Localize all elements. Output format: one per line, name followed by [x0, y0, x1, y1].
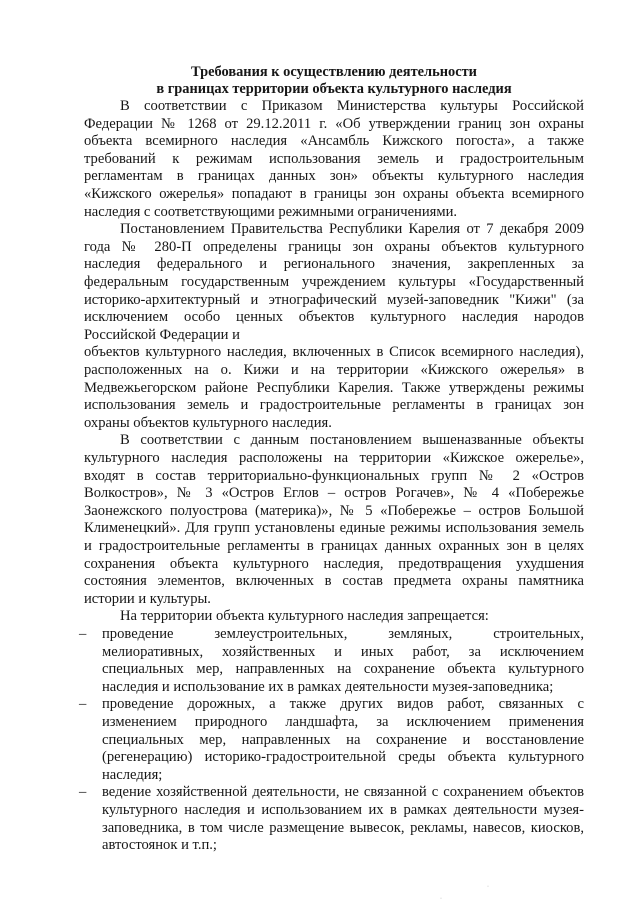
- list-item-line: наследия и использование их в рамках деятельности музея-заповедника;: [102, 678, 554, 695]
- paragraph-line: сохранения объекта культурного наследия, предотвращения ухудшения: [84, 555, 584, 572]
- paragraph-line: года № 280-П определены границы зон охраны объектов культурного: [84, 238, 584, 255]
- paragraph-line: Заонежского полуострова (материка)», № 5 «Побережье – остров Большой: [84, 502, 584, 519]
- list-item-line: культурного наследия и использованием их в рамках деятельности музея-: [102, 802, 584, 818]
- list-item-line: специальных мер, направленных на сохранение объекта культурного: [102, 661, 584, 678]
- paragraph-line: наследия федерального и регионального значения, закрепленных за: [84, 256, 584, 273]
- paragraph-line: исключением особо ценных объектов культурного наследия народов: [84, 309, 584, 326]
- paragraph-line: состояния элементов, включенных в состав предмета охраны памятника: [84, 573, 584, 590]
- paragraph-line: входят в состав территориально-функциональных групп № 2 «Остров: [84, 467, 584, 484]
- list-item-line: изменением природного ландшафта, за исключением применения: [102, 714, 584, 730]
- list-item-line: заповедника, в том числе размещение вывесок, рекламы, навесов, киосков,: [102, 819, 584, 836]
- list-bullet-dash: –: [79, 626, 87, 642]
- paragraph-line: требований к режимам использования земель и градостроительным: [84, 150, 584, 167]
- paragraph-line: Российской Федерации и: [84, 326, 240, 343]
- paragraph-line: регламентам в границах данных зон» объекты культурного наследия: [84, 168, 584, 185]
- paragraph-line: «Кижского ожерелья» попадают в границы зон охраны объекта всемирного: [84, 186, 584, 202]
- paragraph-line: культурного наследия расположены на территории «Кижское ожерелье»,: [84, 450, 584, 466]
- paragraph-line: Медвежьегорском районе Республики Карелия. Также утверждены режимы: [84, 379, 584, 396]
- paragraph-line: и градостроительные регламенты в границах данных охранных зон в целях: [84, 538, 584, 554]
- paragraph-line: В соответствии с Приказом Министерства культуры Российской: [120, 98, 584, 114]
- list-item-line: проведение землеустроительных, земляных, строительных,: [102, 626, 584, 642]
- paragraph-line: На территории объекта культурного наследия запрещается:: [120, 608, 489, 625]
- list-item-line: ведение хозяйственной деятельности, не связанной с сохранением объектов: [102, 784, 584, 801]
- list-bullet-dash: –: [79, 696, 87, 713]
- paragraph-line: охраны объектов культурного наследия.: [84, 414, 332, 431]
- paragraph-line: Постановлением Правительства Республики Карелия от 7 декабря 2009: [120, 221, 584, 238]
- list-bullet-dash: –: [79, 784, 87, 801]
- paragraph-line: Волкостров», № 3 «Остров Еглов – остров Рогачев», № 4 «Побережье: [84, 485, 584, 502]
- document-title-line: Требования к осуществлению деятельности: [191, 64, 477, 80]
- paragraph-line: федеральным государственным учреждением культуры «Государственный: [84, 274, 584, 290]
- paragraph-line: Клименецкий». Для групп установлены единые режимы использования земель: [84, 520, 584, 537]
- scan-speck: ·: [487, 884, 489, 890]
- paragraph-line: объекта всемирного наследия «Ансамбль Кижского погоста», а также: [84, 133, 584, 150]
- paragraph-line: В соответствии с данным постановлением вышеназванные объекты: [120, 432, 584, 449]
- paragraph-line: объектов культурного наследия, включенных в Список всемирного наследия),: [84, 344, 584, 361]
- paragraph-line: наследия с соответствующими режимными ограничениями.: [84, 203, 458, 220]
- paragraph-line: историко-архитектурный и этнографический музей-заповедник "Кижи" (за: [84, 291, 584, 308]
- list-item-line: автостоянок и т.п.;: [102, 837, 217, 854]
- list-item-line: (регенерацию) историко-градостроительной среды объекта культурного: [102, 749, 584, 766]
- document-title-line: в границах территории объекта культурного наследия: [156, 80, 512, 97]
- list-item-line: мелиоративных, хозяйственных и иных работ, за исключением: [102, 643, 584, 660]
- paragraph-line: Федерации № 1268 от 29.12.2011 г. «Об утверждении границ зон охраны: [84, 115, 584, 132]
- paragraph-line: расположенных на о. Кижи и на территории «Кижского ожерелья» в: [84, 362, 584, 378]
- paragraph-line: истории и культуры.: [84, 590, 211, 607]
- list-item-line: наследия;: [102, 766, 163, 783]
- paragraph-line: использования земель и градостроительные регламенты в границах зон: [84, 397, 584, 414]
- list-item-line: проведение дорожных, а также других видов работ, связанных с: [102, 696, 584, 713]
- scan-speck: ·: [440, 896, 442, 902]
- list-item-line: специальных мер, направленных на сохранение и восстановление: [102, 731, 584, 748]
